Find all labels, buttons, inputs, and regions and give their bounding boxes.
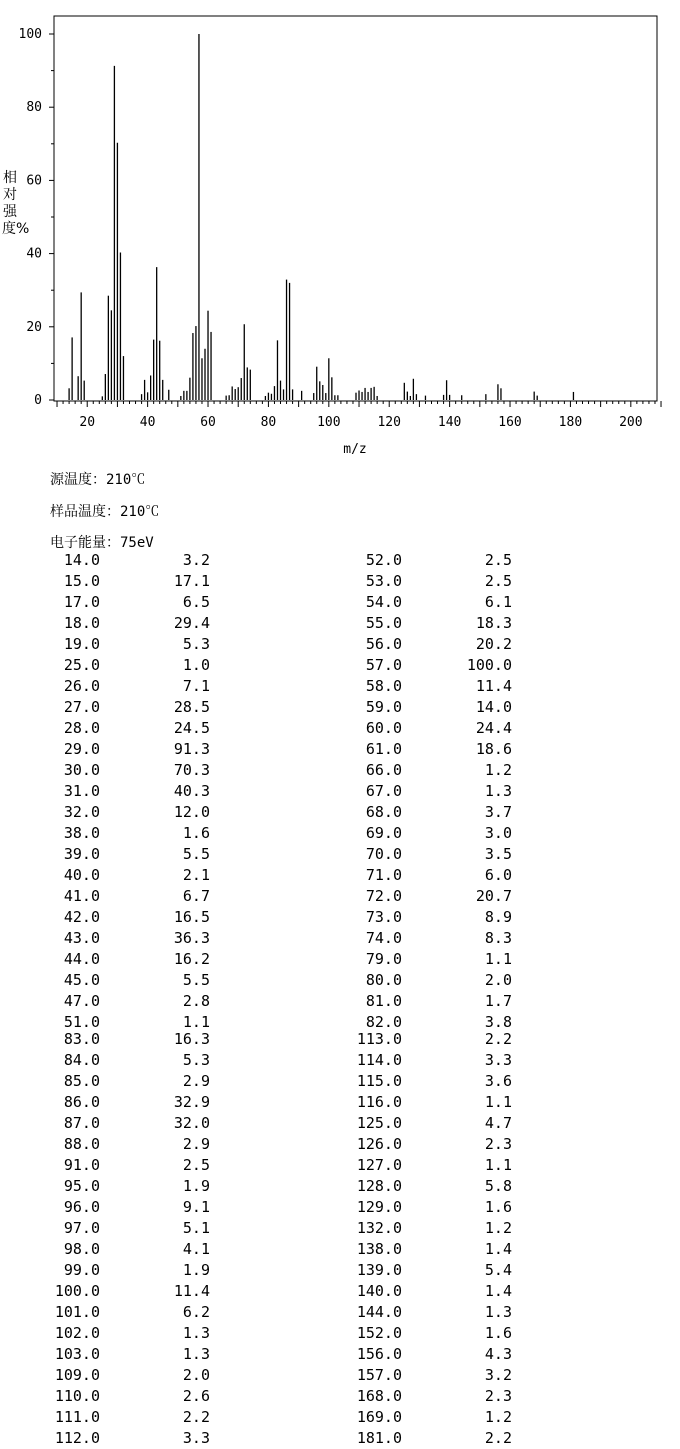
mz-value: 97.0 [63, 1219, 100, 1237]
mz-value: 39.0 [63, 845, 100, 863]
mz-value: 19.0 [63, 635, 100, 653]
y-axis-ticks [19, 27, 54, 408]
mz-value: 30.0 [63, 761, 100, 779]
intensity-value: 5.3 [182, 635, 210, 653]
mz-value: 127.0 [356, 1156, 402, 1174]
table-row [0, 802, 680, 823]
intensity-value: 40.3 [173, 782, 210, 800]
intensity-value: 3.8 [484, 1013, 512, 1031]
intensity-value: 17.1 [173, 572, 210, 590]
table-row [0, 592, 680, 613]
intensity-value: 12.0 [173, 803, 210, 821]
table-row [0, 1344, 680, 1365]
mz-value: 72.0 [365, 887, 402, 905]
mz-value: 103.0 [54, 1345, 100, 1363]
mz-value: 138.0 [356, 1240, 402, 1258]
mz-value: 14.0 [63, 551, 100, 569]
intensity-value: 8.3 [484, 929, 512, 947]
intensity-value: 1.6 [484, 1198, 512, 1216]
table-row [0, 1134, 680, 1155]
mz-value: 38.0 [63, 824, 100, 842]
x-axis-label: m/z [343, 442, 367, 457]
mass-spectrum-chart [0, 0, 680, 460]
intensity-value: 6.1 [484, 593, 512, 611]
mz-value: 84.0 [63, 1051, 100, 1069]
mz-value: 73.0 [365, 908, 402, 926]
mz-value: 114.0 [356, 1051, 402, 1069]
mz-value: 26.0 [63, 677, 100, 695]
x-tick-label: 80 [260, 415, 277, 430]
intensity-value: 5.4 [484, 1261, 512, 1279]
intensity-value: 1.9 [182, 1177, 210, 1195]
mz-value: 45.0 [63, 971, 100, 989]
x-tick-label: 60 [200, 415, 216, 430]
mz-value: 111.0 [54, 1408, 100, 1426]
table-row [0, 781, 680, 802]
mz-value: 95.0 [63, 1177, 100, 1195]
x-tick-label: 40 [139, 415, 156, 430]
mz-value: 31.0 [63, 782, 100, 800]
table-row [0, 1323, 680, 1344]
mz-value: 125.0 [356, 1114, 402, 1132]
intensity-value: 1.4 [484, 1240, 512, 1258]
intensity-value: 2.3 [484, 1387, 512, 1405]
intensity-value: 1.2 [484, 1219, 512, 1237]
intensity-value: 1.3 [182, 1345, 210, 1363]
intensity-value: 20.7 [475, 887, 512, 905]
table-row [0, 1050, 680, 1071]
intensity-value: 16.3 [173, 1030, 210, 1048]
intensity-value: 3.2 [484, 1366, 512, 1384]
x-axis-ticks [57, 401, 661, 430]
mz-value: 110.0 [54, 1387, 100, 1405]
mz-value: 67.0 [365, 782, 402, 800]
mz-value: 52.0 [365, 551, 402, 569]
intensity-value: 1.6 [484, 1324, 512, 1342]
intensity-value: 3.7 [484, 803, 512, 821]
mz-value: 53.0 [365, 572, 402, 590]
intensity-value: 1.3 [484, 782, 512, 800]
peak-table-block-1 [0, 550, 680, 1033]
intensity-value: 5.8 [484, 1177, 512, 1195]
mz-value: 68.0 [365, 803, 402, 821]
intensity-value: 5.3 [182, 1051, 210, 1069]
table-row [0, 907, 680, 928]
intensity-value: 5.5 [182, 845, 210, 863]
table-row [0, 865, 680, 886]
intensity-value: 8.9 [484, 908, 512, 926]
x-tick-label: 160 [498, 415, 522, 430]
mz-value: 51.0 [63, 1013, 100, 1031]
mz-value: 129.0 [356, 1198, 402, 1216]
intensity-value: 1.1 [484, 1093, 512, 1111]
table-row [0, 1302, 680, 1323]
y-tick-label: 80 [26, 100, 42, 116]
table-row [0, 1239, 680, 1260]
mz-value: 18.0 [63, 614, 100, 632]
mz-value: 79.0 [365, 950, 402, 968]
y-tick-label: 40 [26, 246, 42, 262]
table-row [0, 1218, 680, 1239]
mz-value: 15.0 [63, 572, 100, 590]
intensity-value: 5.1 [182, 1219, 210, 1237]
peak-table-block-2 [0, 1029, 680, 1449]
intensity-value: 2.9 [182, 1072, 210, 1090]
table-row [0, 928, 680, 949]
y-tick-label: 20 [26, 319, 42, 335]
mz-value: 29.0 [63, 740, 100, 758]
x-tick-label: 180 [558, 415, 583, 430]
mz-value: 109.0 [54, 1366, 100, 1384]
mz-value: 70.0 [365, 845, 402, 863]
table-row [0, 1071, 680, 1092]
mz-value: 47.0 [63, 992, 100, 1010]
table-row [0, 634, 680, 655]
mz-value: 82.0 [365, 1013, 402, 1031]
electron-energy: 电子能量：75eV [50, 535, 154, 551]
intensity-value: 24.5 [173, 719, 210, 737]
table-row [0, 760, 680, 781]
intensity-value: 1.0 [182, 656, 210, 674]
mz-value: 44.0 [63, 950, 100, 968]
y-tick-label: 0 [34, 393, 42, 408]
mz-value: 112.0 [54, 1429, 100, 1447]
mz-value: 61.0 [365, 740, 402, 758]
y-axis-label: 相对强度% [2, 170, 30, 237]
table-row [0, 1386, 680, 1407]
mz-value: 157.0 [356, 1366, 402, 1384]
mz-value: 55.0 [365, 614, 402, 632]
intensity-value: 6.7 [182, 887, 210, 905]
intensity-value: 3.5 [484, 845, 512, 863]
mz-value: 139.0 [356, 1261, 402, 1279]
x-tick-label: 200 [619, 415, 643, 430]
intensity-value: 2.9 [182, 1135, 210, 1153]
mz-value: 56.0 [365, 635, 402, 653]
intensity-value: 91.3 [173, 740, 210, 758]
mz-value: 144.0 [356, 1303, 402, 1321]
table-row [0, 1365, 680, 1386]
mz-value: 98.0 [63, 1240, 100, 1258]
sample-temperature: 样品温度：210℃ [50, 504, 160, 520]
intensity-value: 1.1 [484, 1156, 512, 1174]
table-row [0, 1197, 680, 1218]
table-row [0, 550, 680, 571]
mz-value: 43.0 [63, 929, 100, 947]
mz-value: 25.0 [63, 656, 100, 674]
table-row [0, 991, 680, 1012]
intensity-value: 1.1 [182, 1013, 210, 1031]
intensity-value: 2.5 [182, 1156, 210, 1174]
intensity-value: 1.3 [182, 1324, 210, 1342]
intensity-value: 2.2 [484, 1429, 512, 1447]
table-row [0, 1176, 680, 1197]
mz-value: 99.0 [63, 1261, 100, 1279]
mz-value: 100.0 [54, 1282, 100, 1300]
intensity-value: 14.0 [475, 698, 512, 716]
intensity-value: 1.6 [182, 824, 210, 842]
table-row [0, 571, 680, 592]
mz-value: 85.0 [63, 1072, 100, 1090]
intensity-value: 7.1 [182, 677, 210, 695]
mz-value: 126.0 [356, 1135, 402, 1153]
intensity-value: 1.7 [484, 992, 512, 1010]
mz-value: 181.0 [356, 1429, 402, 1447]
table-row [0, 886, 680, 907]
mz-value: 54.0 [365, 593, 402, 611]
intensity-value: 1.9 [182, 1261, 210, 1279]
table-row [0, 676, 680, 697]
mz-value: 60.0 [365, 719, 402, 737]
intensity-value: 18.6 [475, 740, 512, 758]
y-tick-label: 60 [26, 173, 42, 189]
intensity-value: 9.1 [182, 1198, 210, 1216]
mz-value: 168.0 [356, 1387, 402, 1405]
intensity-value: 4.7 [484, 1114, 512, 1132]
intensity-value: 11.4 [475, 677, 512, 695]
intensity-value: 2.3 [484, 1135, 512, 1153]
table-row [0, 970, 680, 991]
table-row [0, 823, 680, 844]
x-tick-label: 140 [437, 415, 462, 430]
mz-value: 102.0 [54, 1324, 100, 1342]
intensity-value: 6.5 [182, 593, 210, 611]
intensity-value: 18.3 [475, 614, 512, 632]
intensity-value: 1.1 [484, 950, 512, 968]
mz-value: 91.0 [63, 1156, 100, 1174]
mz-value: 41.0 [63, 887, 100, 905]
mz-value: 101.0 [54, 1303, 100, 1321]
intensity-value: 11.4 [173, 1282, 210, 1300]
intensity-value: 16.5 [173, 908, 210, 926]
table-row [0, 739, 680, 760]
intensity-value: 3.6 [484, 1072, 512, 1090]
mz-value: 32.0 [63, 803, 100, 821]
mz-value: 140.0 [356, 1282, 402, 1300]
intensity-value: 24.4 [475, 719, 512, 737]
mz-value: 88.0 [63, 1135, 100, 1153]
spectrum-peaks [69, 34, 573, 400]
table-row [0, 1092, 680, 1113]
intensity-value: 3.2 [182, 551, 210, 569]
source-temperature: 源温度：210℃ [50, 472, 146, 488]
mz-value: 74.0 [365, 929, 402, 947]
mz-value: 83.0 [63, 1030, 100, 1048]
intensity-value: 32.0 [173, 1114, 210, 1132]
mz-value: 71.0 [365, 866, 402, 884]
table-row [0, 1407, 680, 1428]
mz-value: 27.0 [63, 698, 100, 716]
intensity-value: 29.4 [173, 614, 210, 632]
plot-frame [54, 16, 657, 401]
mz-value: 169.0 [356, 1408, 402, 1426]
table-row [0, 697, 680, 718]
intensity-value: 2.2 [182, 1408, 210, 1426]
intensity-value: 1.2 [484, 1408, 512, 1426]
table-row [0, 1281, 680, 1302]
mz-value: 58.0 [365, 677, 402, 695]
intensity-value: 20.2 [475, 635, 512, 653]
table-row [0, 655, 680, 676]
mz-value: 69.0 [365, 824, 402, 842]
mz-value: 87.0 [63, 1114, 100, 1132]
intensity-value: 2.5 [484, 572, 512, 590]
intensity-value: 2.0 [182, 1366, 210, 1384]
mz-value: 42.0 [63, 908, 100, 926]
intensity-value: 2.5 [484, 551, 512, 569]
intensity-value: 36.3 [173, 929, 210, 947]
table-row [0, 718, 680, 739]
table-row [0, 1155, 680, 1176]
intensity-value: 100.0 [466, 656, 512, 674]
mz-value: 57.0 [365, 656, 402, 674]
intensity-value: 2.6 [182, 1387, 210, 1405]
mz-value: 40.0 [63, 866, 100, 884]
table-row [0, 1113, 680, 1134]
mz-value: 81.0 [365, 992, 402, 1010]
intensity-value: 32.9 [173, 1093, 210, 1111]
intensity-value: 5.5 [182, 971, 210, 989]
mz-value: 116.0 [356, 1093, 402, 1111]
intensity-value: 70.3 [173, 761, 210, 779]
intensity-value: 1.2 [484, 761, 512, 779]
intensity-value: 2.0 [484, 971, 512, 989]
mz-value: 66.0 [365, 761, 402, 779]
intensity-value: 3.0 [484, 824, 512, 842]
intensity-value: 2.2 [484, 1030, 512, 1048]
mz-value: 152.0 [356, 1324, 402, 1342]
mz-value: 128.0 [356, 1177, 402, 1195]
intensity-value: 1.3 [484, 1303, 512, 1321]
mz-value: 96.0 [63, 1198, 100, 1216]
intensity-value: 3.3 [182, 1429, 210, 1447]
mz-value: 17.0 [63, 593, 100, 611]
mz-value: 86.0 [63, 1093, 100, 1111]
x-tick-label: 100 [317, 415, 341, 430]
mz-value: 113.0 [356, 1030, 402, 1048]
intensity-value: 28.5 [173, 698, 210, 716]
intensity-value: 2.8 [182, 992, 210, 1010]
mz-value: 80.0 [365, 971, 402, 989]
table-row [0, 613, 680, 634]
intensity-value: 4.3 [484, 1345, 512, 1363]
intensity-value: 16.2 [173, 950, 210, 968]
intensity-value: 3.3 [484, 1051, 512, 1069]
table-row [0, 949, 680, 970]
mz-value: 115.0 [356, 1072, 402, 1090]
table-row [0, 844, 680, 865]
intensity-value: 6.0 [484, 866, 512, 884]
intensity-value: 2.1 [182, 866, 210, 884]
mz-value: 132.0 [356, 1219, 402, 1237]
intensity-value: 1.4 [484, 1282, 512, 1300]
mz-value: 28.0 [63, 719, 100, 737]
x-tick-label: 120 [377, 415, 401, 430]
x-tick-label: 20 [79, 415, 96, 430]
table-row [0, 1029, 680, 1050]
y-tick-label: 100 [18, 27, 42, 42]
intensity-value: 6.2 [182, 1303, 210, 1321]
mz-value: 156.0 [356, 1345, 402, 1363]
table-row [0, 1260, 680, 1281]
intensity-value: 4.1 [182, 1240, 210, 1258]
mz-value: 59.0 [365, 698, 402, 716]
